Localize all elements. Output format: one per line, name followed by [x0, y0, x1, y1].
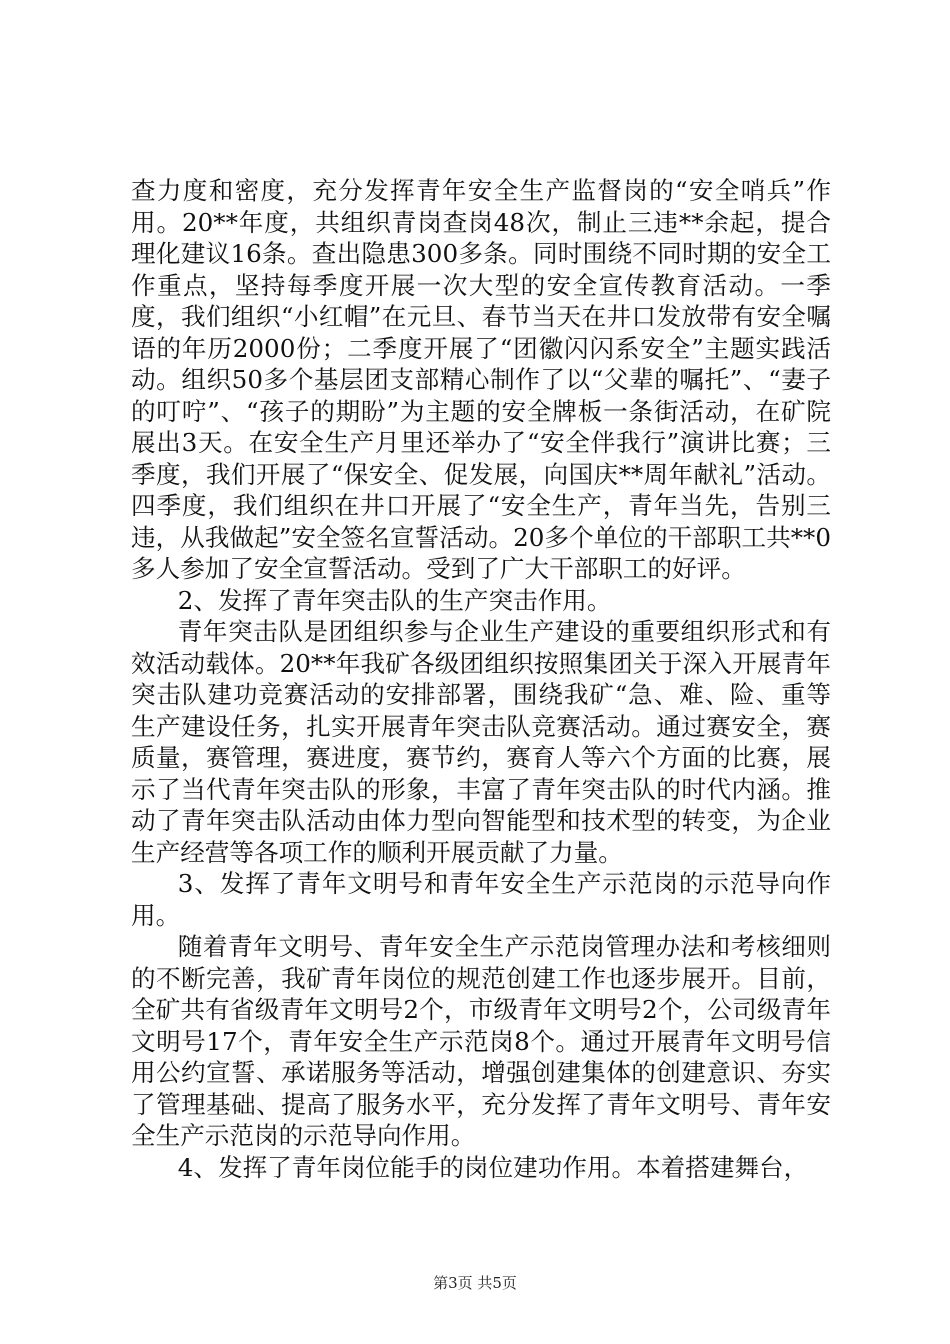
paragraph-youth-commando-team: 青年突击队是团组织参与企业生产建设的重要组织形式和有效活动载体。20**年我矿各级团组织按照集团关于深入开展青年突击队建功竞赛活动的安排部署，围绕我矿“急、难、险、重等生产建设任务，扎实开展青年突击队竞赛活动。通过赛安全，赛质量，赛管理，赛进度，赛节约，赛育人等六个方面的比赛，展示了当代青年突击队的形象，丰富了青年突击队的时代内涵。推动了青年突击队活动由体力型向智能型和技术型的转变，为企业生产经营等各项工作的顺利开展贡献了力量。: [131, 617, 831, 867]
paragraph-safety-activities: 查力度和密度，充分发挥青年安全生产监督岗的“安全哨兵”作用。20**年度，共组织青岗查岗48次，制止三违**余起，提合理化建议16条。查出隐患300多条。同时围绕不同时期的安全工作重点，坚持每季度开展一次大型的安全宣传教育活动。一季度，我们组织“小红帽”在元旦、春节当天在井口发放带有安全嘱语的年历2000份；二季度开展了“团徽闪闪系安全”主题实践活动。组织50多个基层团支部精心制作了以“父辈的嘱托”、“妻子的叮咛”、“孩子的期盼”为主题的安全牌板一条街活动，在矿院展出3天。在安全生产月里还举办了“安全伴我行”演讲比赛；三季度，我们开展了“保安全、促发展，向国庆**周年献礼”活动。四季度，我们组织在井口开展了“安全生产，青年当先，告别三违，从我做起”安全签名宣誓活动。20多个单位的干部职工共**0多人参加了安全宣誓活动。受到了广大干部职工的好评。: [131, 176, 831, 583]
page-number-footer: 第3页 共5页: [433, 1274, 517, 1292]
heading-civilized-post: 3、发挥了青年文明号和青年安全生产示范岗的示范导向作用。: [131, 869, 831, 930]
document-body: [131, 175, 831, 1183]
heading-youth-commando-team: 2、发挥了青年突击队的生产突击作用。: [177, 585, 612, 615]
paragraph-civilized-post: 随着青年文明号、青年安全生产示范岗管理办法和考核细则的不断完善，我矿青年岗位的规范创建工作也逐步展开。目前，全矿共有省级青年文明号2个，市级青年文明号2个，公司级青年文明号17个，青年安全生产示范岗8个。通过开展青年文明号信用公约宣誓、承诺服务等活动，增强创建集体的创建意识、夯实了管理基础、提高了服务水平，充分发挥了青年文明号、青年安全生产示范岗的示范导向作用。: [131, 932, 831, 1150]
heading-post-experts: 4、发挥了青年岗位能手的岗位建功作用。本着搭建舞台，: [177, 1152, 809, 1182]
